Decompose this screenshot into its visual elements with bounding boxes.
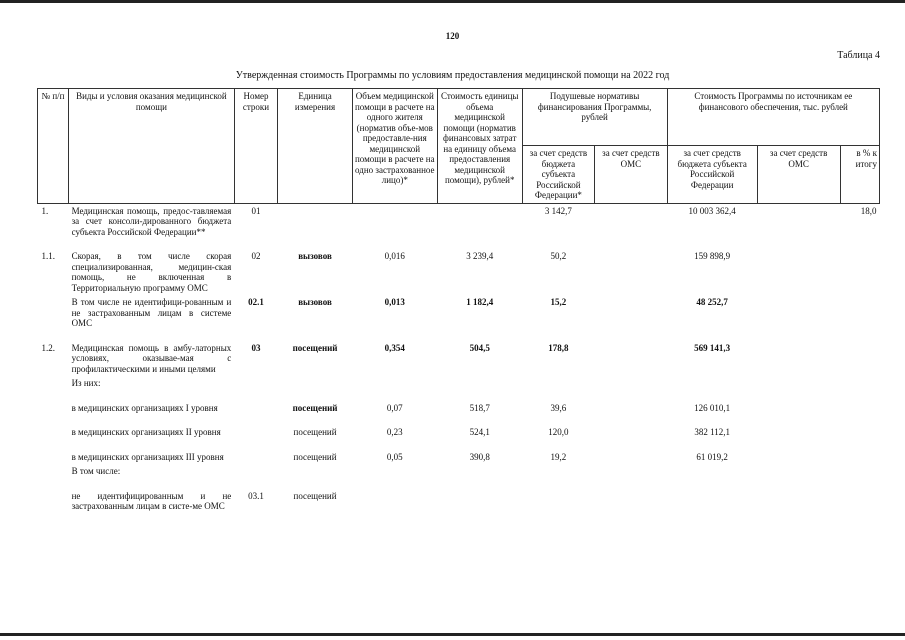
table-row [38, 391, 880, 416]
row-line: 02.1 [248, 297, 264, 307]
header-cost: Стоимость единицы объема медицинской помощи (норматив финансовых затрат на единицу объема предоставления медицинской помощи), рублей* [437, 89, 522, 204]
row-cost: 3 239,4 [466, 251, 494, 261]
row-line [234, 464, 277, 479]
row-pct: 18,0 [860, 205, 877, 216]
row-pc-budget [522, 376, 594, 391]
header-pc-oms: за счет средств ОМС [595, 146, 667, 204]
row-cost: 504,5 [469, 342, 490, 353]
row-total-budget: 382 112,1 [694, 427, 730, 437]
row-name: не идентифицированным и не застрахованным лицам в систе-ме ОМС [71, 490, 232, 511]
row-number [38, 376, 69, 391]
row-pct [840, 391, 879, 416]
header-pc-budget: за счет средств бюджета субъекта Российской Федерации* [522, 146, 594, 204]
row-total-oms [757, 440, 840, 465]
row-number [38, 295, 69, 331]
table-row [38, 440, 880, 465]
table-number: Таблица 4 [837, 50, 880, 61]
row-unit [278, 203, 353, 239]
row-name: В том числе не идентифици-рованным и не застрахованным лицам в системе ОМС [71, 297, 232, 328]
row-total-budget: 569 141,3 [694, 342, 731, 353]
row-total-oms [757, 391, 840, 416]
row-total-budget: 159 898,9 [694, 251, 731, 261]
row-pct [840, 479, 879, 514]
row-cost: 524,1 [469, 427, 490, 437]
page-number: 120 [445, 31, 460, 41]
row-volume [352, 376, 437, 391]
row-number [38, 415, 69, 440]
row-pct [840, 440, 879, 465]
row-cost [437, 376, 522, 391]
row-pc-budget: 15,2 [550, 297, 567, 307]
header-volume: Объем медицинской помощи в расчете на одного жителя (норматив объе-мов предоставле-ния медицинской помощи в расчете на одно застрахованное лицо)* [352, 89, 437, 204]
row-pc-oms [595, 331, 667, 377]
row-pct [840, 331, 879, 377]
row-unit: посещений [293, 490, 337, 501]
row-total-budget [667, 464, 757, 479]
row-volume [352, 479, 437, 514]
bottom-rule [0, 633, 905, 636]
row-unit: посещений [292, 402, 338, 413]
row-volume: 0,016 [384, 251, 405, 261]
row-unit: вызовов [298, 251, 332, 261]
row-pc-oms [595, 464, 667, 479]
row-pc-oms [595, 203, 667, 239]
row-number [38, 464, 69, 479]
row-name: в медицинских организациях III уровня [71, 451, 224, 462]
row-cost [437, 203, 522, 239]
row-unit: посещений [293, 427, 337, 437]
row-unit: посещений [292, 342, 338, 353]
row-unit [278, 464, 353, 479]
table-row [38, 331, 880, 377]
row-number: 1.1. [41, 251, 55, 261]
row-pc-oms [595, 440, 667, 465]
row-total-oms [757, 479, 840, 514]
row-unit: посещений [293, 451, 337, 462]
row-pc-oms [595, 415, 667, 440]
row-pc-oms [595, 295, 667, 331]
row-total-budget: 10 003 362,4 [688, 205, 736, 216]
row-pct [840, 464, 879, 479]
table-caption: Утвержденная стоимость Программы по условиям предоставления медицинской помощи на 2022 год [235, 70, 670, 81]
row-unit [278, 376, 353, 391]
row-pct [840, 415, 879, 440]
row-total-oms [757, 331, 840, 377]
row-total-oms [757, 295, 840, 331]
row-line [234, 440, 277, 465]
row-number [38, 479, 69, 514]
row-pc-budget: 178,8 [548, 342, 569, 353]
row-volume [352, 203, 437, 239]
row-name: в медицинских организациях II уровня [71, 427, 221, 437]
row-pc-oms [595, 376, 667, 391]
header-per-capita: Подушевые нормативы финансирования Программы, рублей [522, 89, 667, 146]
row-number [38, 440, 69, 465]
row-cost: 1 182,4 [466, 297, 494, 307]
top-rule [0, 0, 905, 3]
row-total-budget [667, 376, 757, 391]
row-unit: вызовов [298, 297, 332, 307]
row-line: 03 [251, 342, 261, 353]
row-cost: 518,7 [469, 402, 490, 413]
row-name: Медицинская помощь в амбу-латорных условиях, оказывае-мая с профилактическими и иными целями [71, 342, 232, 374]
row-pct [840, 295, 879, 331]
row-cost [437, 464, 522, 479]
row-name: Скорая, в том числе скорая специализированная, медицин-ская помощь, не включенная в Территориальную программу ОМС [71, 251, 232, 293]
table-body [38, 203, 880, 514]
row-pc-budget: 50,2 [550, 251, 567, 261]
row-line: 02 [251, 251, 261, 261]
row-total-oms [757, 203, 840, 239]
header-total-oms: за счет средств ОМС [757, 146, 840, 204]
header-pct: в % к итогу [840, 146, 879, 204]
row-pc-budget [522, 479, 594, 514]
row-name: Из них: [71, 378, 101, 388]
table-row [38, 479, 880, 514]
row-volume: 0,05 [386, 451, 403, 462]
row-pc-oms [595, 479, 667, 514]
row-total-oms [757, 376, 840, 391]
row-line [234, 376, 277, 391]
header-unit: Единица измерения [278, 89, 353, 204]
cost-table [37, 88, 880, 514]
row-pc-budget: 3 142,7 [544, 205, 572, 216]
row-volume [352, 464, 437, 479]
row-volume: 0,354 [384, 342, 405, 353]
table-row [38, 376, 880, 391]
row-number [38, 391, 69, 416]
row-total-budget [667, 479, 757, 514]
header-name: Виды и условия оказания медицинской помощи [69, 89, 235, 204]
row-line: 01 [251, 205, 261, 216]
row-pc-oms [595, 391, 667, 416]
row-total-oms [757, 464, 840, 479]
header-program-cost: Стоимость Программы по источникам ее финансового обеспечения, тыс. рублей [667, 89, 879, 146]
row-line [234, 415, 277, 440]
row-cost [437, 479, 522, 514]
header-line: Номер строки [234, 89, 277, 204]
header-num: № п/п [38, 89, 69, 204]
row-pc-budget [522, 464, 594, 479]
row-pc-budget: 39,6 [550, 402, 567, 413]
row-total-budget: 126 010,1 [694, 402, 731, 413]
row-total-budget: 61 019,2 [696, 451, 728, 462]
row-volume: 0,23 [386, 427, 403, 437]
row-pct [840, 239, 879, 295]
header-total-budget: за счет средств бюджета субъекта Российской Федерации [667, 146, 757, 204]
table-row [38, 239, 880, 295]
row-name: В том числе: [71, 466, 121, 476]
row-volume: 0,07 [386, 402, 403, 413]
row-cost: 390,8 [469, 451, 490, 462]
row-volume: 0,013 [384, 297, 405, 307]
row-pc-oms [595, 239, 667, 295]
row-number: 1. [41, 205, 49, 216]
row-total-oms [757, 239, 840, 295]
row-pc-budget: 120,0 [548, 427, 569, 437]
row-name: в медицинских организациях I уровня [71, 402, 218, 413]
row-pc-budget: 19,2 [550, 451, 567, 462]
row-number: 1.2. [41, 342, 55, 353]
row-line [234, 391, 277, 416]
row-name: Медицинская помощь, предос-тавляемая за счет консоли-дированного бюджета субъекта Российской Федерации** [71, 205, 232, 237]
row-total-budget: 48 252,7 [696, 297, 728, 307]
row-line: 03.1 [248, 490, 264, 501]
table-row [38, 464, 880, 479]
row-total-oms [757, 415, 840, 440]
table-row [38, 295, 880, 331]
row-pct [840, 376, 879, 391]
table-row [38, 203, 880, 239]
table-row [38, 415, 880, 440]
